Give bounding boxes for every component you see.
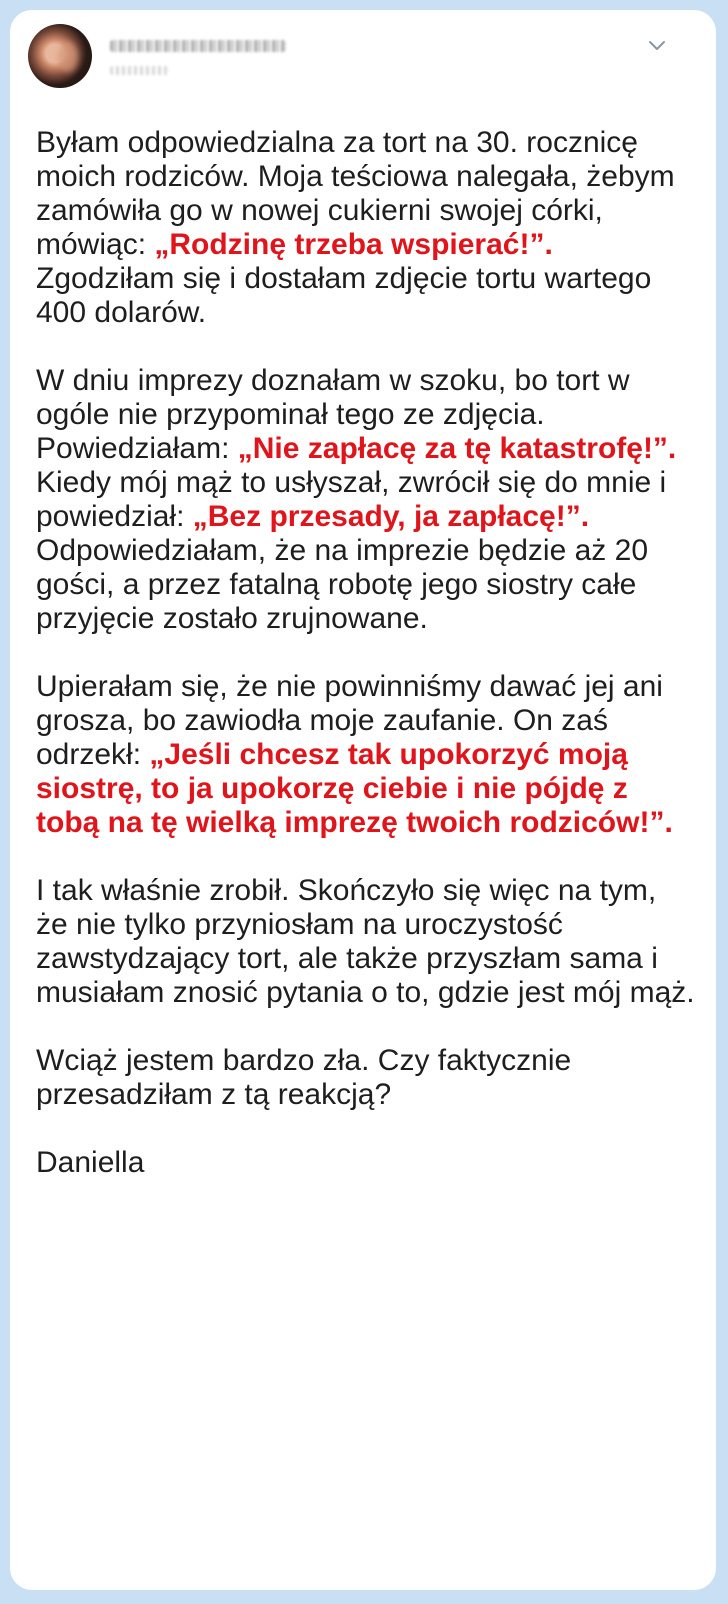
paragraph-5: Wciąż jestem bardzo zła. Czy faktycznie przesadziłam z tą reakcją? [36,1044,572,1111]
paragraph-4: I tak właśnie zrobił. Skończyło się więc na tym, że nie tylko przyniosłam na uroczystość zawstydzający tort, ale także przyszłam sama i musiałam znosić pytania o to, gdzie jest mój mąż. [36,874,695,1009]
text-run: Upierałam się, że nie powinniśmy dawać jej ani grosza, bo zawiodła moje zaufanie. On zaś odrzekł: [36,670,663,771]
paragraph-1 [36,126,696,330]
text-run: Kiedy mój mąż to usłyszał, zwrócił się do mnie i powiedział: [36,466,667,533]
avatar[interactable] [28,24,92,88]
tweet-card [10,10,716,1590]
highlighted-quote: „Nie zapłacę za tę katastrofę!”. [237,432,677,465]
blurred-username[interactable] [110,40,286,52]
highlighted-quote: „Rodzinę trzeba wspierać!”. [154,228,553,261]
highlighted-quote: „Jeśli chcesz tak upokorzyć moją siostrę, to ja upokorzę ciebie i nie pójdę z tobą na tę wielką imprezę twoich rodziców!”. [36,738,673,839]
text-run: Zgodziłam się i dostałam zdjęcie tortu wartego 400 dolarów. [36,262,652,329]
highlighted-quote: „Bez przesady, ja zapłacę!”. [192,500,590,533]
text-run: Odpowiedziałam, że na imprezie będzie aż 20 gości, a przez fatalną robotę jego siostry całe przyjęcie zostało zrujnowane. [36,534,648,635]
text-run: Byłam odpowiedzialna za tort na 30. rocznicę moich rodziców. Moja teściowa nalegała, żebym zamówiła go w nowej cukierni swojej córki, mówiąc: [36,126,675,261]
paragraph-2 [36,364,696,636]
tweet-text [36,126,696,1180]
signature: Daniella [36,1146,145,1179]
blurred-handle [110,66,168,75]
chevron-down-icon[interactable] [646,34,668,56]
text-run: W dniu imprezy doznałam w szoku, bo tort w ogóle nie przypominał tego ze zdjęcia. Powiedziałam: [36,364,630,465]
paragraph-3 [36,670,696,840]
